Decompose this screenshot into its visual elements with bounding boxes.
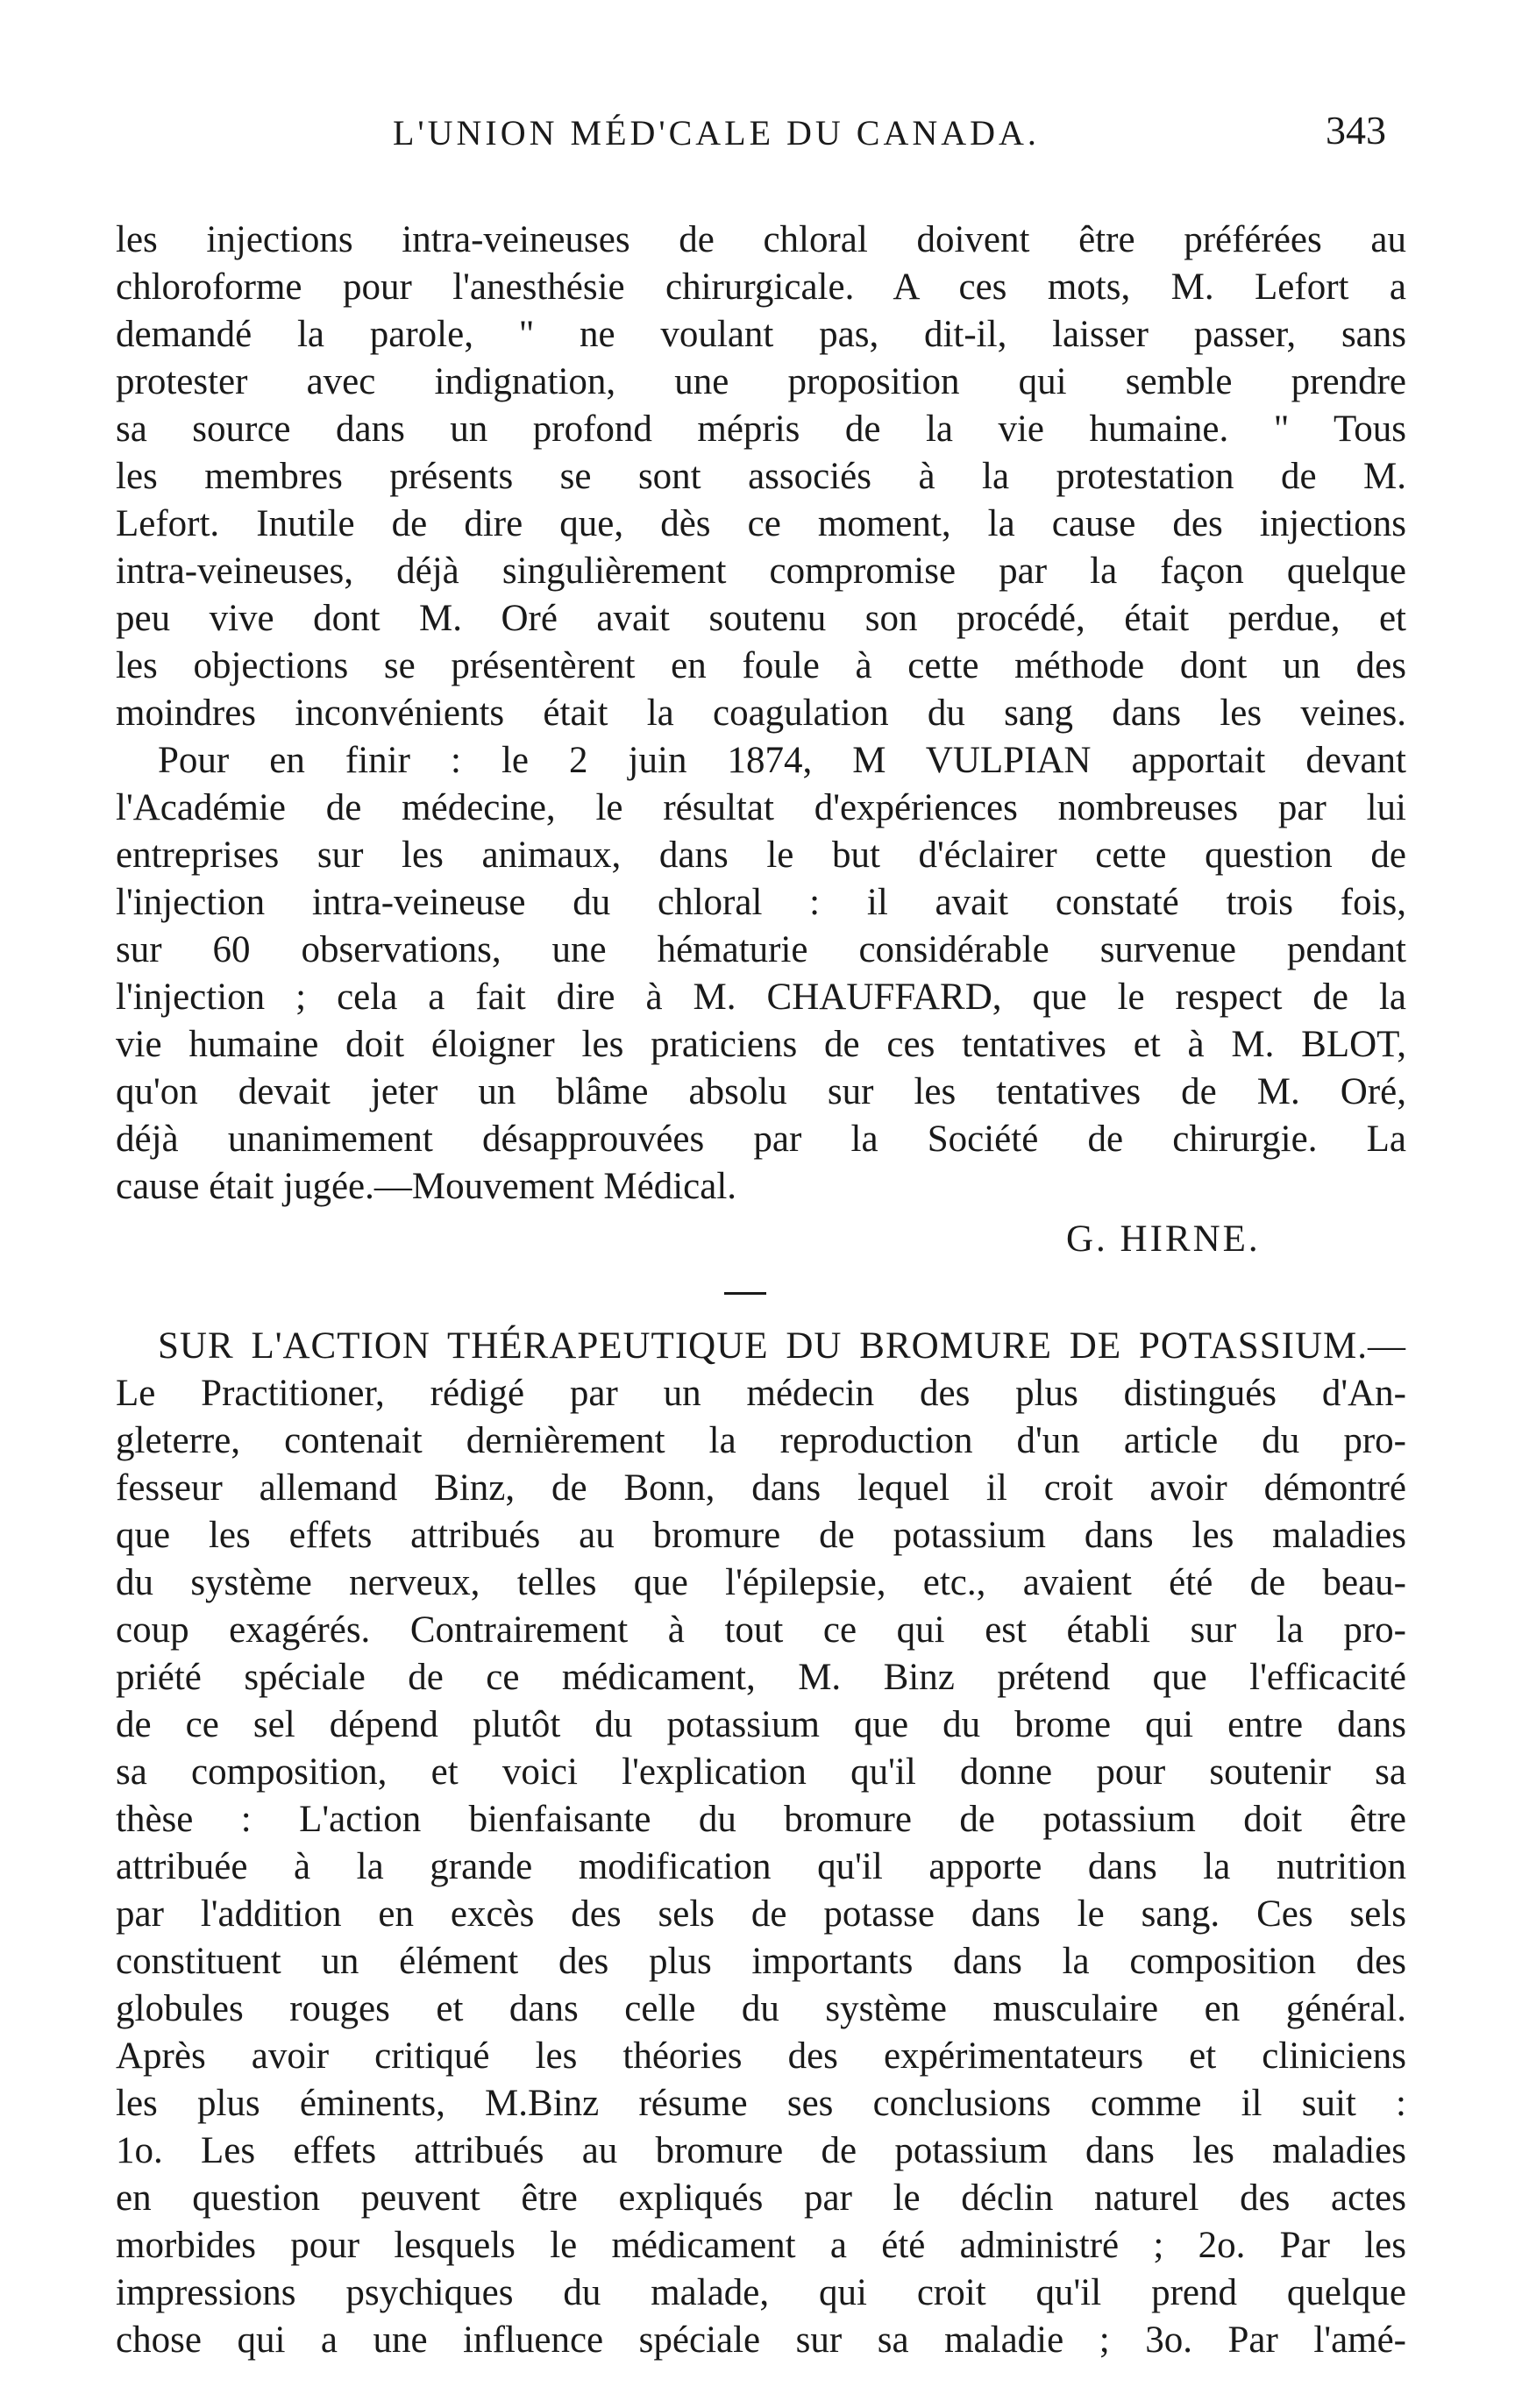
text-line: peu vive dont M. Oré avait soutenu son procédé, était perdue, et bbox=[116, 598, 1406, 639]
text-line: protester avec indignation, une proposition qui semble prendre bbox=[116, 361, 1406, 402]
text-line: 1o. Les effets attribués au bromure de potassium dans les maladies bbox=[116, 2130, 1406, 2171]
text-line: gleterre, contenait dernièrement la reproduction d'un article du pro- bbox=[116, 1420, 1406, 1461]
text-line: intra-veineuses, déjà singulièrement compromise par la façon quelque bbox=[116, 551, 1406, 592]
text-line: impressions psychiques du malade, qui croit qu'il prend quelque bbox=[116, 2272, 1406, 2313]
text-line: du système nerveux, telles que l'épilepsie, etc., avaient été de beau- bbox=[116, 1562, 1406, 1603]
text-line: les membres présents se sont associés à la protestation de M. bbox=[116, 456, 1406, 497]
author-signature: G. HIRNE. bbox=[1066, 1218, 1261, 1260]
text-line: Après avoir critiqué les théories des expérimentateurs et cliniciens bbox=[116, 2035, 1406, 2077]
text-line: l'injection intra-veineuse du chloral : il avait constaté trois fois, bbox=[116, 882, 1406, 923]
text-line: l'injection ; cela a fait dire à M. CHAUFFARD, que le respect de la bbox=[116, 977, 1406, 1018]
text-line: déjà unanimement désapprouvées par la Société de chirurgie. La bbox=[116, 1119, 1406, 1160]
text-line: globules rouges et dans celle du système musculaire en général. bbox=[116, 1988, 1406, 2029]
text-line: priété spéciale de ce médicament, M. Binz prétend que l'efficacité bbox=[116, 1657, 1406, 1698]
text-line: sur 60 observations, une hématurie considérable survenue pendant bbox=[116, 929, 1406, 970]
text-line: constituent un élément des plus importants dans la composition des bbox=[116, 1941, 1406, 1982]
section-separator bbox=[724, 1292, 766, 1295]
text-line: morbides pour lesquels le médicament a été administré ; 2o. Par les bbox=[116, 2225, 1406, 2266]
text-line: fesseur allemand Binz, de Bonn, dans lequel il croit avoir démontré bbox=[116, 1467, 1406, 1509]
text-line: que les effets attribués au bromure de potassium dans les maladies bbox=[116, 1515, 1406, 1556]
running-head: L'UNION MÉD'CALE DU CANADA. bbox=[393, 113, 1040, 153]
text-line: les plus éminents, M.Binz résume ses conclusions comme il suit : bbox=[116, 2083, 1406, 2124]
text-line: de ce sel dépend plutôt du potassium que du brome qui entre dans bbox=[116, 1704, 1406, 1745]
text-line: cause était jugée.—Mouvement Médical. bbox=[116, 1166, 737, 1207]
text-line: entreprises sur les animaux, dans le but d'éclairer cette question de bbox=[116, 835, 1406, 876]
text-line: coup exagérés. Contrairement à tout ce qui est établi sur la pro- bbox=[116, 1609, 1406, 1651]
text-line: qu'on devait jeter un blâme absolu sur les tentatives de M. Oré, bbox=[116, 1071, 1406, 1112]
text-line: vie humaine doit éloigner les praticiens de ces tentatives et à M. BLOT, bbox=[116, 1024, 1406, 1065]
text-line: sa source dans un profond mépris de la vie humaine. " Tous bbox=[116, 408, 1406, 450]
text-line: par l'addition en excès des sels de potasse dans le sang. Ces sels bbox=[116, 1893, 1406, 1935]
article-heading: SUR L'ACTION THÉRAPEUTIQUE DU BROMURE DE POTASSIUM.— bbox=[158, 1325, 1406, 1367]
text-line: attribuée à la grande modification qu'il apporte dans la nutrition bbox=[116, 1846, 1406, 1887]
text-line: demandé la parole, " ne voulant pas, dit-il, laisser passer, sans bbox=[116, 314, 1406, 355]
text-line: moindres inconvénients était la coagulation du sang dans les veines. bbox=[116, 693, 1406, 734]
text-line: Le Practitioner, rédigé par un médecin des plus distingués d'An- bbox=[116, 1373, 1406, 1414]
text-line: en question peuvent être expliqués par le déclin naturel des actes bbox=[116, 2177, 1406, 2219]
text-line: l'Académie de médecine, le résultat d'expériences nombreuses par lui bbox=[116, 787, 1406, 828]
paragraph-first-line: Pour en finir : le 2 juin 1874, M VULPIAN apportait devant bbox=[158, 740, 1406, 781]
text-line: chose qui a une influence spéciale sur sa maladie ; 3o. Par l'amé- bbox=[116, 2319, 1406, 2361]
text-line: thèse : L'action bienfaisante du bromure de potassium doit être bbox=[116, 1799, 1406, 1840]
text-line: Lefort. Inutile de dire que, dès ce moment, la cause des injections bbox=[116, 503, 1406, 544]
page-number: 343 bbox=[1326, 108, 1386, 153]
text-line: les injections intra-veineuses de chloral doivent être préférées au bbox=[116, 219, 1406, 260]
text-line: sa composition, et voici l'explication qu'il donne pour soutenir sa bbox=[116, 1751, 1406, 1793]
text-line: chloroforme pour l'anesthésie chirurgicale. A ces mots, M. Lefort a bbox=[116, 266, 1406, 308]
text-line: les objections se présentèrent en foule à cette méthode dont un des bbox=[116, 645, 1406, 686]
